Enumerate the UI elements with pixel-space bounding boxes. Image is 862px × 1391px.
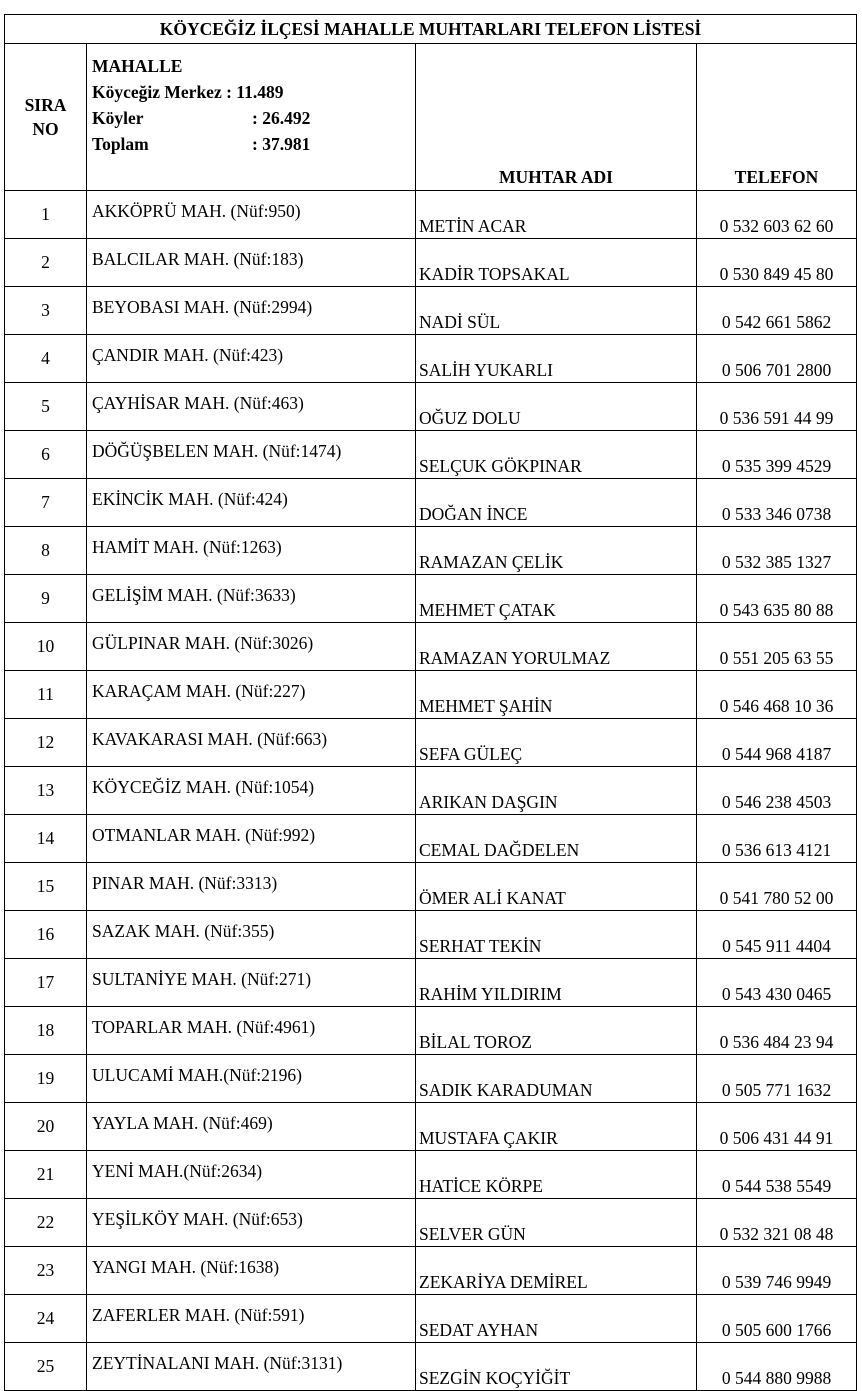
- sira-no-cell: 10: [5, 623, 87, 671]
- phone-number-cell: 0 536 484 23 94: [697, 1007, 857, 1055]
- table-row: [5, 1151, 857, 1199]
- table-row: [5, 239, 857, 287]
- sira-no-cell: 12: [5, 719, 87, 767]
- phone-number-cell: 0 533 346 0738: [697, 479, 857, 527]
- phone-number-cell: 0 546 238 4503: [697, 767, 857, 815]
- mahalle-cell: ULUCAMİ MAH.(Nüf:2196): [87, 1055, 416, 1103]
- phone-number-cell: 0 536 591 44 99: [697, 383, 857, 431]
- merkez-label: Köyceğiz Merkez: [92, 82, 222, 102]
- koyler-value: : 26.492: [252, 108, 311, 128]
- mahalle-header-title: MAHALLE: [92, 56, 183, 76]
- table-row: [5, 431, 857, 479]
- table-row: [5, 383, 857, 431]
- sira-no-cell: 20: [5, 1103, 87, 1151]
- phone-number-cell: 0 543 430 0465: [697, 959, 857, 1007]
- phone-number-cell: 0 536 613 4121: [697, 815, 857, 863]
- mahalle-cell: BEYOBASI MAH. (Nüf:2994): [87, 287, 416, 335]
- mahalle-cell: EKİNCİK MAH. (Nüf:424): [87, 479, 416, 527]
- muhtar-name-cell: RAHİM YILDIRIM: [416, 959, 697, 1007]
- sira-header-line1: SIRA: [24, 95, 67, 115]
- table-row: [5, 527, 857, 575]
- phone-number-cell: 0 532 321 08 48: [697, 1199, 857, 1247]
- phone-number-cell: 0 530 849 45 80: [697, 239, 857, 287]
- muhtar-name-cell: SADIK KARADUMAN: [416, 1055, 697, 1103]
- phone-number-cell: 0 544 880 9988: [697, 1343, 857, 1391]
- mahalle-cell: HAMİT MAH. (Nüf:1263): [87, 527, 416, 575]
- merkez-population: [92, 79, 415, 105]
- muhtar-name-cell: SERHAT TEKİN: [416, 911, 697, 959]
- phone-number-cell: 0 539 746 9949: [697, 1247, 857, 1295]
- muhtar-name-cell: MEHMET ŞAHİN: [416, 671, 697, 719]
- table-row: [5, 1103, 857, 1151]
- merkez-value: : 11.489: [226, 82, 284, 102]
- muhtar-name-cell: NADİ SÜL: [416, 287, 697, 335]
- phone-number-cell: 0 532 603 62 60: [697, 191, 857, 239]
- table-row: [5, 767, 857, 815]
- mahalle-cell: GÜLPINAR MAH. (Nüf:3026): [87, 623, 416, 671]
- muhtar-name-cell: MUSTAFA ÇAKIR: [416, 1103, 697, 1151]
- sira-no-cell: 13: [5, 767, 87, 815]
- phone-number-cell: 0 505 600 1766: [697, 1295, 857, 1343]
- sira-no-cell: 14: [5, 815, 87, 863]
- muhtar-name-cell: KADİR TOPSAKAL: [416, 239, 697, 287]
- mahalle-cell: DÖĞÜŞBELEN MAH. (Nüf:1474): [87, 431, 416, 479]
- mahalle-cell: YENİ MAH.(Nüf:2634): [87, 1151, 416, 1199]
- phone-number-cell: 0 544 538 5549: [697, 1151, 857, 1199]
- mahalle-cell: SULTANİYE MAH. (Nüf:271): [87, 959, 416, 1007]
- table-row: [5, 911, 857, 959]
- phone-number-cell: 0 506 701 2800: [697, 335, 857, 383]
- sira-no-cell: 23: [5, 1247, 87, 1295]
- mahalle-header: [87, 44, 416, 191]
- toplam-value: : 37.981: [252, 134, 311, 154]
- koyler-label: Köyler: [92, 108, 144, 128]
- table-row: [5, 623, 857, 671]
- muhtar-name-cell: ZEKARİYA DEMİREL: [416, 1247, 697, 1295]
- phone-number-cell: 0 544 968 4187: [697, 719, 857, 767]
- phone-number-cell: 0 532 385 1327: [697, 527, 857, 575]
- mahalle-cell: OTMANLAR MAH. (Nüf:992): [87, 815, 416, 863]
- muhtar-name-cell: CEMAL DAĞDELEN: [416, 815, 697, 863]
- sira-no-cell: 16: [5, 911, 87, 959]
- mahalle-cell: KAVAKARASI MAH. (Nüf:663): [87, 719, 416, 767]
- table-row: [5, 815, 857, 863]
- table-row: [5, 959, 857, 1007]
- table-row: [5, 1007, 857, 1055]
- sira-no-cell: 18: [5, 1007, 87, 1055]
- muhtar-name-cell: METİN ACAR: [416, 191, 697, 239]
- mahalle-cell: YAYLA MAH. (Nüf:469): [87, 1103, 416, 1151]
- muhtar-name-cell: SEZGİN KOÇYİĞİT: [416, 1343, 697, 1391]
- table-row: [5, 1343, 857, 1391]
- toplam-population: [92, 131, 415, 157]
- sira-no-cell: 4: [5, 335, 87, 383]
- table-row: [5, 191, 857, 239]
- table-row: [5, 575, 857, 623]
- sira-no-cell: 2: [5, 239, 87, 287]
- table-row: [5, 719, 857, 767]
- muhtar-name-cell: DOĞAN İNCE: [416, 479, 697, 527]
- sira-no-cell: 3: [5, 287, 87, 335]
- sira-no-cell: 24: [5, 1295, 87, 1343]
- muhtar-name-cell: RAMAZAN ÇELİK: [416, 527, 697, 575]
- mahalle-cell: ÇANDIR MAH. (Nüf:423): [87, 335, 416, 383]
- header-row: [5, 44, 857, 191]
- table-row: [5, 671, 857, 719]
- muhtar-name-cell: MEHMET ÇATAK: [416, 575, 697, 623]
- mahalle-cell: YANGI MAH. (Nüf:1638): [87, 1247, 416, 1295]
- koyler-population: [92, 105, 415, 131]
- muhtar-name-cell: RAMAZAN YORULMAZ: [416, 623, 697, 671]
- mahalle-cell: KARAÇAM MAH. (Nüf:227): [87, 671, 416, 719]
- sira-no-cell: 8: [5, 527, 87, 575]
- muhtar-name-cell: SEDAT AYHAN: [416, 1295, 697, 1343]
- sira-no-cell: 5: [5, 383, 87, 431]
- muhtar-name-cell: SALİH YUKARLI: [416, 335, 697, 383]
- phone-number-cell: 0 551 205 63 55: [697, 623, 857, 671]
- title-row: [5, 15, 857, 44]
- table-row: [5, 335, 857, 383]
- phone-number-cell: 0 545 911 4404: [697, 911, 857, 959]
- muhtar-name-cell: SEFA GÜLEÇ: [416, 719, 697, 767]
- sira-no-cell: 21: [5, 1151, 87, 1199]
- muhtar-name-cell: HATİCE KÖRPE: [416, 1151, 697, 1199]
- mahalle-cell: SAZAK MAH. (Nüf:355): [87, 911, 416, 959]
- sira-no-cell: 19: [5, 1055, 87, 1103]
- table-title: KÖYCEĞİZ İLÇESİ MAHALLE MUHTARLARI TELEFON LİSTESİ: [5, 15, 857, 44]
- table-row: [5, 1295, 857, 1343]
- mahalle-cell: AKKÖPRÜ MAH. (Nüf:950): [87, 191, 416, 239]
- mahalle-cell: ÇAYHİSAR MAH. (Nüf:463): [87, 383, 416, 431]
- sira-no-cell: 15: [5, 863, 87, 911]
- table-row: [5, 1247, 857, 1295]
- muhtar-name-cell: ÖMER ALİ KANAT: [416, 863, 697, 911]
- muhtar-name-cell: OĞUZ DOLU: [416, 383, 697, 431]
- mahalle-cell: BALCILAR MAH. (Nüf:183): [87, 239, 416, 287]
- table-row: [5, 287, 857, 335]
- phone-number-cell: 0 542 661 5862: [697, 287, 857, 335]
- muhtar-phone-table: [4, 14, 857, 1391]
- phone-number-cell: 0 506 431 44 91: [697, 1103, 857, 1151]
- mahalle-cell: YEŞİLKÖY MAH. (Nüf:653): [87, 1199, 416, 1247]
- sira-no-cell: 22: [5, 1199, 87, 1247]
- phone-number-cell: 0 541 780 52 00: [697, 863, 857, 911]
- muhtar-adi-header: MUHTAR ADI: [416, 44, 697, 191]
- sira-header-line2: NO: [32, 119, 59, 139]
- mahalle-cell: GELİŞİM MAH. (Nüf:3633): [87, 575, 416, 623]
- mahalle-cell: TOPARLAR MAH. (Nüf:4961): [87, 1007, 416, 1055]
- phone-number-cell: 0 546 468 10 36: [697, 671, 857, 719]
- mahalle-cell: ZEYTİNALANI MAH. (Nüf:3131): [87, 1343, 416, 1391]
- muhtar-name-cell: SELÇUK GÖKPINAR: [416, 431, 697, 479]
- muhtar-name-cell: BİLAL TOROZ: [416, 1007, 697, 1055]
- mahalle-cell: ZAFERLER MAH. (Nüf:591): [87, 1295, 416, 1343]
- phone-number-cell: 0 535 399 4529: [697, 431, 857, 479]
- phone-number-cell: 0 505 771 1632: [697, 1055, 857, 1103]
- table-row: [5, 1199, 857, 1247]
- sira-no-cell: 25: [5, 1343, 87, 1391]
- telefon-header: TELEFON: [697, 44, 857, 191]
- table-row: [5, 863, 857, 911]
- muhtar-name-cell: SELVER GÜN: [416, 1199, 697, 1247]
- sira-no-cell: 9: [5, 575, 87, 623]
- mahalle-cell: PINAR MAH. (Nüf:3313): [87, 863, 416, 911]
- muhtar-name-cell: ARIKAN DAŞGIN: [416, 767, 697, 815]
- table-row: [5, 479, 857, 527]
- sira-no-cell: 1: [5, 191, 87, 239]
- phone-number-cell: 0 543 635 80 88: [697, 575, 857, 623]
- sira-no-cell: 7: [5, 479, 87, 527]
- toplam-label: Toplam: [92, 134, 149, 154]
- sira-no-cell: 6: [5, 431, 87, 479]
- sira-no-header: [5, 44, 87, 191]
- sira-no-cell: 11: [5, 671, 87, 719]
- table-row: [5, 1055, 857, 1103]
- sira-no-cell: 17: [5, 959, 87, 1007]
- mahalle-cell: KÖYCEĞİZ MAH. (Nüf:1054): [87, 767, 416, 815]
